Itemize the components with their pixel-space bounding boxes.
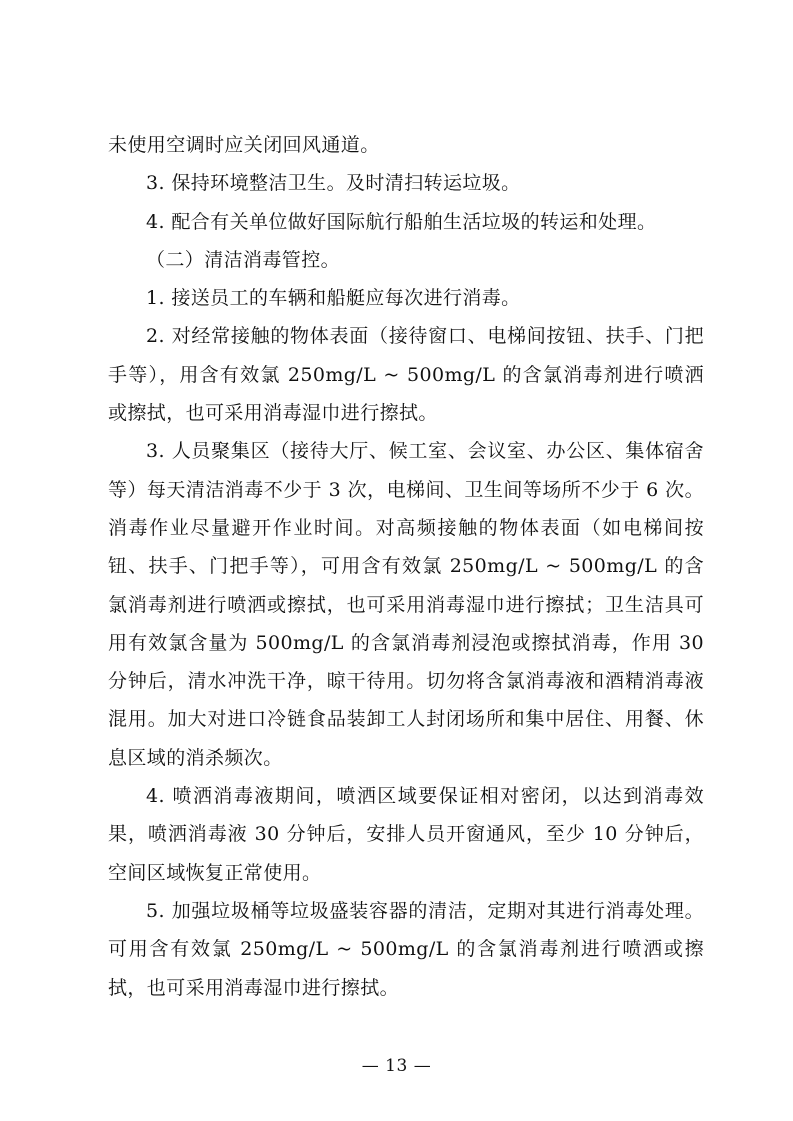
page-number: — 13 — <box>361 1056 432 1076</box>
paragraph-item-2-surfaces: 2. 对经常接触的物体表面（接待窗口、电梯间按钮、扶手、门把手等），用含有效氯 250mg/L ~ 500mg/L 的含氯消毒剂进行喷洒或擦拭，也可采用消毒湿巾进行擦拭。 <box>108 325 704 425</box>
paragraph-item-1-vehicles: 1. 接送员工的车辆和船艇应每次进行消毒。 <box>146 287 521 310</box>
paragraph-item-4-spraying: 4. 喷洒消毒液期间，喷洒区域要保证相对密闭，以达到消毒效果，喷洒消毒液 30 分钟后，安排人员开窗通风，至少 10 分钟后，空间区域恢复正常使用。 <box>108 785 704 884</box>
paragraph-item-3-environment: 3. 保持环境整洁卫生。及时清扫转运垃圾。 <box>146 172 521 195</box>
paragraph-continuation: 未使用空调时应关闭回风通道。 <box>108 134 380 156</box>
paragraph-item-5-bins: 5. 加强垃圾桶等垃圾盛装容器的清洁，定期对其进行消毒处理。可用含有效氯 250mg/L ~ 500mg/L 的含氯消毒剂进行喷洒或擦拭，也可采用消毒湿巾进行擦拭。 <box>108 899 704 999</box>
section-heading-cleaning-disinfection: （二）清洁消毒管控。 <box>146 248 341 271</box>
body-text <box>108 126 704 1007</box>
paragraph-item-3-gathering-areas: 3. 人员聚集区（接待大厅、候工室、会议室、办公区、集体宿舍等）每天清洁消毒不少于 3 次，电梯间、卫生间等场所不少于 6 次。消毒作业尽量避开作业时间。对高频接触的物体表面（如电梯间按钮、扶手、门把手等），可用含有效氯 250mg/L ~ 500mg/L 的含氯消毒剂进行喷洒或擦拭，也可采用消毒湿巾进行擦拭；卫生洁具可用有效氯含量为 500mg/L 的含氯消毒剂浸泡或擦拭消毒，作用 30 分钟后，清水冲洗干净，晾干待用。切勿将含氯消毒液和酒精消毒液混用。加大对进口冷链食品装卸工人封闭场所和集中居住、用餐、休息区域的消杀频次。 <box>108 440 704 769</box>
paragraph-item-4-garbage: 4. 配合有关单位做好国际航行船舶生活垃圾的转运和处理。 <box>146 210 657 233</box>
